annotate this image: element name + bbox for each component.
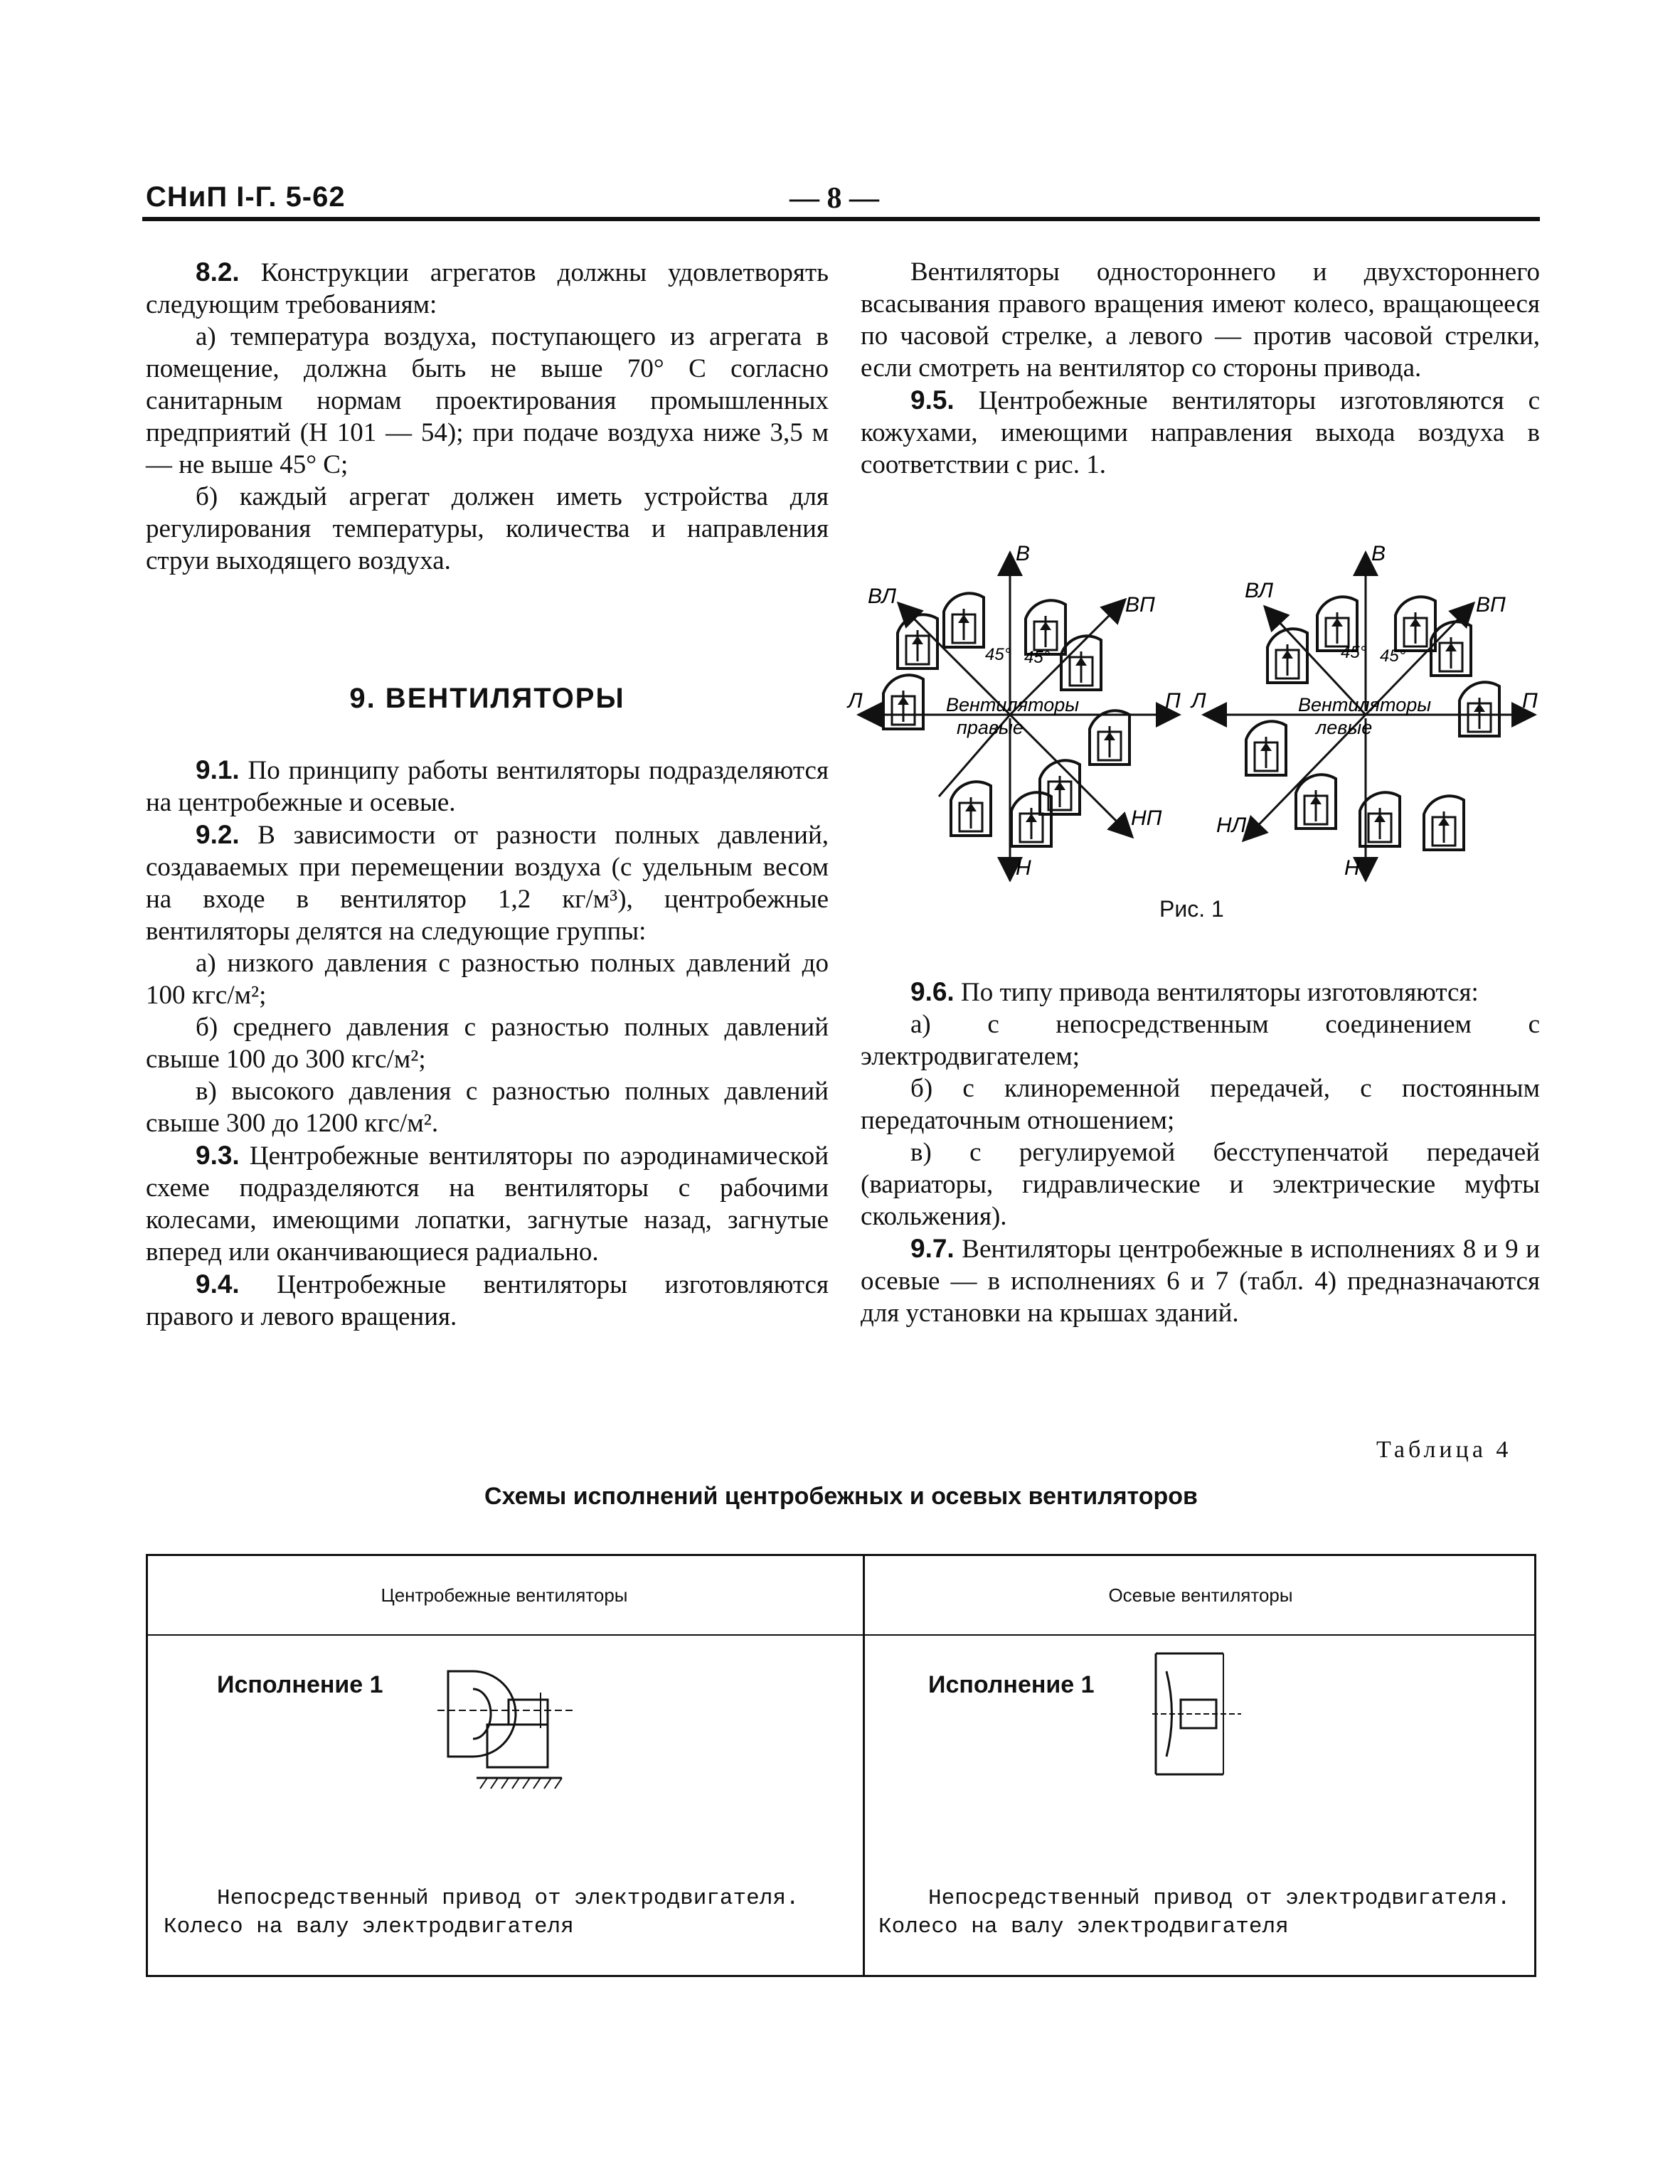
list-item: в) с регулируемой бесступенчатой передачей (вариаторы, гидравлические и электрические муфты скольжения). bbox=[861, 1138, 1540, 1231]
label-upright: ВП bbox=[1125, 593, 1155, 617]
fan-icon bbox=[883, 675, 923, 729]
angle-label: 45° bbox=[985, 645, 1011, 664]
clause-number: 9.2. bbox=[196, 820, 240, 849]
cell-description-centrifugal bbox=[164, 1885, 846, 1941]
description-line: Непосредственный привод от электродвигателя. bbox=[928, 1886, 1511, 1911]
angle-label: 45° bbox=[1380, 646, 1406, 666]
table-header-centrifugal: Центробежные вентиляторы bbox=[381, 1584, 628, 1606]
clause-number: 9.4. bbox=[196, 1269, 240, 1299]
paragraph-text: По принципу работы вентиляторы подразделяются на центробежные и осевые. bbox=[146, 756, 829, 817]
paragraph-continuation: Вентиляторы одностороннего и двухстороннего всасывания правого вращения имеют колесо, вращающееся по часовой стрелке, а левого — против часовой стрелки, если смотреть на вентилятор со стороны привода. bbox=[861, 257, 1540, 383]
section-title: 9. ВЕНТИЛЯТОРЫ bbox=[349, 683, 625, 714]
cell-description-axial bbox=[878, 1885, 1533, 1941]
list-item: а) температура воздуха, поступающего из агрегата в помещение, должна быть не выше 70° С согласно санитарным нормам проектирования промышленных предприятий (Н 101 — 54); при подаче воздуха ниже 3,5 м — не выше 45° С; bbox=[146, 322, 829, 479]
label-upright: ВП bbox=[1476, 593, 1506, 617]
angle-label: 45° bbox=[1024, 648, 1051, 667]
table-header-axial: Осевые вентиляторы bbox=[1108, 1584, 1293, 1606]
clause-number: 9.7. bbox=[910, 1234, 955, 1263]
left-rotation-diagram bbox=[1190, 542, 1538, 880]
paragraph-9-7 bbox=[861, 1232, 1540, 1329]
label-up: В bbox=[1371, 542, 1386, 565]
paragraph-text: Центробежные вентиляторы по аэродинамической схеме подразделяются на вентиляторы с рабочими колесами, имеющими лопатки, загнутые назад, загнутые вперед или оканчивающиеся радиально. bbox=[146, 1141, 829, 1267]
fan-icon bbox=[1460, 682, 1499, 736]
description-line: Непосредственный привод от электродвигателя. bbox=[217, 1886, 799, 1911]
right-column bbox=[861, 256, 1540, 481]
fan-icon bbox=[951, 782, 991, 836]
execution-label-centrifugal: Исполнение 1 bbox=[217, 1671, 383, 1698]
label-upleft: ВЛ bbox=[1245, 579, 1273, 602]
paragraph-9-6 bbox=[861, 976, 1540, 1008]
execution-label-axial: Исполнение 1 bbox=[928, 1671, 1095, 1698]
label-left: Л bbox=[848, 689, 863, 713]
list-item: а) низкого давления с разностью полных давлений до 100 кгс/м²; bbox=[146, 949, 829, 1010]
fan-icon bbox=[1267, 629, 1307, 683]
fan-icon bbox=[944, 593, 984, 647]
document-code: СНиП I-Г. 5-62 bbox=[146, 181, 346, 213]
label-downleft: НЛ bbox=[1216, 814, 1247, 837]
diagram-label-line2: правые bbox=[957, 717, 1024, 738]
table-label: Таблица 4 bbox=[1376, 1437, 1512, 1463]
figure-1-diagram bbox=[846, 540, 1543, 882]
fan-icon bbox=[1424, 796, 1464, 850]
clause-number: 9.3. bbox=[196, 1141, 240, 1170]
axial-fan-schematic bbox=[1152, 1650, 1245, 1778]
paragraph-text: Центробежные вентиляторы изготовляются с кожухами, имеющими направления выхода воздуха в соответствии с рис. 1. bbox=[861, 386, 1540, 479]
paragraph-9-1 bbox=[146, 754, 829, 819]
diagram-label-line1: Вентиляторы bbox=[1298, 694, 1432, 715]
label-down: Н bbox=[1016, 856, 1031, 880]
paragraph-9-3 bbox=[146, 1139, 829, 1268]
fan-icon bbox=[1296, 774, 1336, 829]
table-header-divider bbox=[146, 1634, 1536, 1636]
label-down: Н bbox=[1344, 856, 1360, 880]
fan-icon bbox=[1040, 760, 1080, 814]
paragraph-text: Вентиляторы центробежные в исполнениях 8 и 9 и осевые — в исполнениях 6 и 7 (табл. 4) предназначаются для установки на крышах зданий. bbox=[861, 1235, 1540, 1328]
paragraph-9-5 bbox=[861, 384, 1540, 481]
header-rule bbox=[142, 217, 1540, 221]
label-up: В bbox=[1016, 542, 1031, 565]
description-line: Колесо на валу электродвигателя bbox=[164, 1914, 574, 1939]
list-item: б) каждый агрегат должен иметь устройства для регулирования температуры, количества и направления струи выходящего воздуха. bbox=[146, 482, 829, 575]
table-title: Схемы исполнений центробежных и осевых вентиляторов bbox=[484, 1483, 1198, 1510]
list-item: б) с клиноременной передачей, с постоянным передаточным отношением; bbox=[861, 1074, 1540, 1135]
left-column bbox=[146, 256, 829, 577]
left-column-lower bbox=[146, 754, 829, 1333]
page-number: — 8 — bbox=[790, 182, 879, 215]
clause-number: 9.5. bbox=[910, 385, 955, 415]
fan-icon bbox=[1011, 792, 1051, 846]
clause-number: 9.1. bbox=[196, 755, 240, 784]
paragraph-text: В зависимости от разности полных давлений, создаваемых при перемещении воздуха (с удельным весом на входе в вентилятор 1,2 кг/м³), центробежные вентиляторы делятся на следующие группы: bbox=[146, 821, 829, 946]
angle-label: 45° bbox=[1341, 643, 1367, 662]
fan-icon bbox=[1090, 710, 1129, 765]
list-item: б) среднего давления с разностью полных давлений свыше 100 до 300 кгс/м²; bbox=[146, 1013, 829, 1074]
paragraph-8-2 bbox=[146, 256, 829, 321]
paragraph-9-4 bbox=[146, 1268, 829, 1333]
paragraph-text: По типу привода вентиляторы изготовляются: bbox=[960, 978, 1479, 1007]
right-rotation-diagram bbox=[846, 542, 1181, 880]
figure-caption: Рис. 1 bbox=[1159, 896, 1224, 922]
list-item: а) с непосредственным соединением с электродвигателем; bbox=[861, 1010, 1540, 1071]
label-downright: НП bbox=[1131, 806, 1162, 830]
right-column-lower bbox=[861, 976, 1540, 1329]
description-line: Колесо на валу электродвигателя bbox=[878, 1914, 1289, 1939]
label-right: П bbox=[1165, 689, 1181, 713]
fan-icon bbox=[1026, 600, 1065, 654]
fan-icon bbox=[1395, 597, 1435, 651]
label-right: П bbox=[1522, 689, 1538, 713]
clause-number: 9.6. bbox=[910, 977, 955, 1006]
fan-icon bbox=[1246, 721, 1286, 775]
paragraph-text: Центробежные вентиляторы изготовляются правого и левого вращения. bbox=[146, 1270, 829, 1331]
list-item: в) высокого давления с разностью полных давлений свыше 300 до 1200 кгс/м². bbox=[146, 1077, 829, 1138]
diagram-label-line2: левые bbox=[1316, 717, 1373, 738]
table-column-divider bbox=[863, 1554, 865, 1977]
paragraph-text: Конструкции агрегатов должны удовлетворять следующим требованиям: bbox=[146, 258, 829, 319]
fan-icon bbox=[1431, 622, 1471, 676]
centrifugal-fan-schematic bbox=[434, 1657, 597, 1799]
label-upleft: ВЛ bbox=[868, 585, 896, 608]
paragraph-9-2 bbox=[146, 819, 829, 947]
clause-number: 8.2. bbox=[196, 257, 240, 287]
diagram-label-line1: Вентиляторы bbox=[946, 694, 1080, 715]
label-left: Л bbox=[1191, 689, 1206, 713]
